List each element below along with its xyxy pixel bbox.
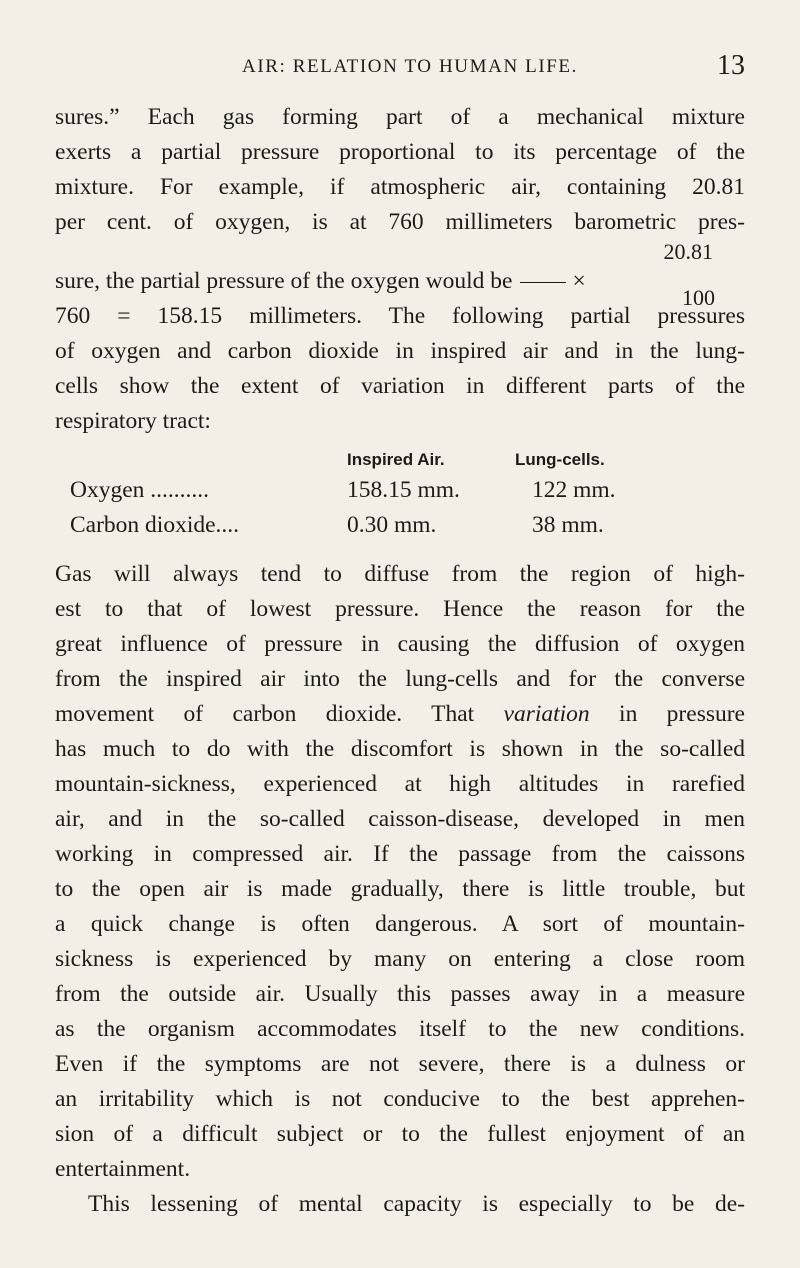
text-line: from the outside air. Usually this passes away in a measure — [55, 981, 745, 1007]
text-line: mixture. For example, if atmospheric air, containing 20.81 — [55, 174, 745, 200]
text-line: entertainment. — [55, 1156, 191, 1182]
text-line: sickness is experienced by many on entering a close room — [55, 946, 745, 972]
text-line: respiratory tract: — [55, 408, 211, 434]
table-header-lung: Lung-cells. — [515, 450, 605, 469]
table-cell-lung: 122 mm. — [532, 477, 616, 503]
text-line: 760 = 158.15 millimeters. The following partial pressures — [55, 303, 745, 329]
text-line: mountain-sickness, experienced at high altitudes in rarefied — [55, 771, 745, 797]
text-fragment: in pressure — [589, 701, 745, 727]
table-row — [55, 473, 745, 508]
text-line: a quick change is often dangerous. A sort of mountain- — [55, 911, 745, 937]
text-line: as the organism accommodates itself to the new conditions. — [55, 1016, 745, 1042]
table-header-inspired: Inspired Air. — [347, 450, 445, 469]
table-cell-lung: 38 mm. — [532, 512, 604, 538]
text-line: has much to do with the discomfort is shown in the so-called — [55, 736, 745, 762]
text-line: air, and in the so-called caisson-disease, developed in men — [55, 806, 745, 832]
table-row — [55, 508, 745, 543]
paragraph-1 — [55, 100, 745, 439]
italic-word: variation — [503, 701, 590, 727]
book-page — [55, 50, 745, 1222]
table-header-empty — [55, 447, 335, 473]
text-line: from the inspired air into the lung-cells and for the converse — [55, 666, 745, 692]
pressure-table — [55, 447, 745, 543]
text-line: great influence of pressure in causing the diffusion of oxygen — [55, 631, 745, 657]
page-number: 13 — [717, 50, 745, 81]
text-line: an irritability which is not conducive to the best apprehen- — [55, 1086, 745, 1112]
page-header — [55, 50, 745, 88]
text-line: Gas will always tend to diffuse from the region of high- — [55, 561, 745, 587]
text-line: of oxygen and carbon dioxide in inspired air and in the lung- — [55, 338, 745, 364]
text-line — [55, 697, 745, 732]
body-text — [55, 100, 745, 1222]
paragraph-3 — [55, 1187, 745, 1222]
text-line: to the open air is made gradually, there is little trouble, but — [55, 876, 745, 902]
text-line: exerts a partial pressure proportional to its percentage of the — [55, 139, 745, 165]
table-header-row — [55, 447, 745, 473]
text-line: sion of a difficult subject or to the fullest enjoyment of an — [55, 1121, 745, 1147]
table-row-label: Carbon dioxide.... — [70, 512, 240, 538]
text-line: This lessening of mental capacity is especially to be de- — [88, 1191, 745, 1217]
formula-numerator: 20.81 — [663, 239, 713, 264]
running-head: AIR: RELATION TO HUMAN LIFE. — [242, 56, 578, 77]
paragraph-2 — [55, 557, 745, 1187]
text-fragment: movement of carbon dioxide. That — [55, 701, 504, 727]
text-line: working in compressed air. If the passage from the caissons — [55, 841, 745, 867]
text-line: sures.” Each gas forming part of a mechanical mixture — [55, 104, 745, 130]
table-row-label: Oxygen .......... — [70, 477, 210, 503]
table-cell-inspired: 158.15 mm. — [347, 477, 460, 503]
text-line: cells show the extent of variation in different parts of the — [55, 373, 745, 399]
text-line: est to that of lowest pressure. Hence the reason for the — [55, 596, 745, 622]
fraction-bar — [520, 282, 566, 283]
formula-denominator: 100 — [682, 285, 715, 310]
table-cell-inspired: 0.30 mm. — [347, 512, 437, 538]
times-sign: × — [572, 268, 586, 294]
text-line: sure, the partial pressure of the oxygen would be — [55, 268, 513, 294]
text-line: per cent. of oxygen, is at 760 millimeters barometric pres- — [55, 209, 745, 235]
formula-line — [55, 264, 745, 310]
text-line: Even if the symptoms are not severe, there is a dulness or — [55, 1051, 745, 1077]
